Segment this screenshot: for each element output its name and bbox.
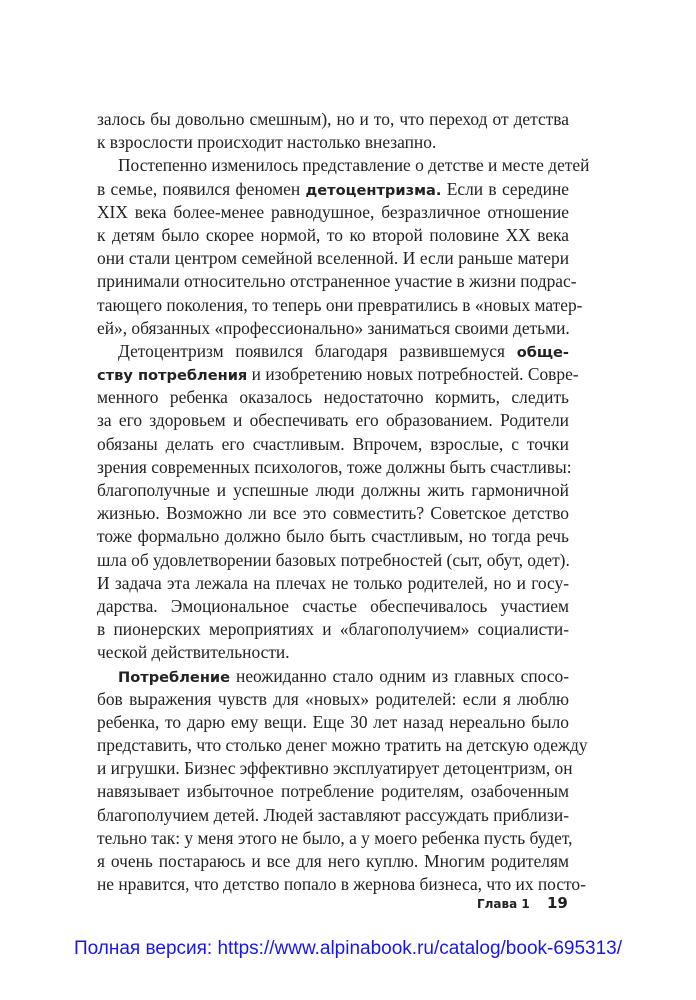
text-line: к взрослости происходит настолько внезапно. bbox=[97, 132, 437, 153]
bold-term: ству потребления bbox=[97, 367, 248, 385]
text-line: залось бы довольно смешным), но и то, что переход от детства bbox=[97, 109, 569, 129]
text-segment: Детоцентризм появился благодаря развившемуся bbox=[118, 340, 517, 361]
text-line: принимали относительно отстраненное участие в жизни подрас- bbox=[97, 271, 577, 292]
text-line: обязаны делать его счастливым. Впрочем, взрослые, с точки bbox=[97, 433, 569, 454]
text-line: XIX века более-менее равнодушное, безразличное отношение bbox=[97, 201, 569, 222]
text-line: благополучные и успешные люди должны жить гармоничной bbox=[97, 480, 569, 500]
text-line: менного ребенка оказалось недостаточно кормить, следить bbox=[97, 387, 569, 408]
text-line: за его здоровьем и обеспечивать его образованием. Родители bbox=[97, 410, 569, 431]
text-line: навязывает избыточное потребление родителям, озабоченным bbox=[97, 781, 569, 802]
text-line bbox=[97, 363, 579, 386]
text-segment: в семье, появился феномен bbox=[97, 178, 306, 199]
text-line: я очень постараюсь и все для него куплю. Многим родителям bbox=[97, 851, 569, 871]
text-line: шла об удовлетворении базовых потребностей (сыт, обут, одет). bbox=[97, 549, 570, 570]
text-line: жизнью. Возможно ли все это совместить? Советское детство bbox=[97, 503, 569, 524]
text-segment: Если в середине bbox=[441, 178, 569, 199]
running-footer-chapter: Глава 1 bbox=[477, 897, 530, 911]
text-line: ческой действительности. bbox=[97, 642, 290, 663]
text-line: дарства. Эмоциональное счастье обеспечивалось участием bbox=[97, 595, 569, 616]
text-line: тельно так: у меня этого не было, а у моего ребенка пусть будет, bbox=[97, 827, 573, 848]
text-line: ей», обязанных «профессионально» заниматься своими детьми. bbox=[97, 317, 570, 338]
bold-term: детоцентризма. bbox=[305, 181, 442, 199]
text-line bbox=[97, 665, 569, 688]
text-line: к детям было скорее нормой, то ко второй половине XX века bbox=[97, 224, 569, 245]
text-line: тоже формально должно было быть счастливым, но тогда речь bbox=[97, 526, 569, 547]
text-line: ребенка, то дарю ему вещи. Еще 30 лет назад нереально было bbox=[97, 711, 569, 732]
text-segment: неожиданно стало одним из главных спосо- bbox=[230, 665, 569, 686]
text-line: они стали центром семейной вселенной. И если раньше матери bbox=[97, 248, 569, 269]
text-segment: и изобретению новых потребностей. Совре- bbox=[247, 364, 579, 385]
text-line: бов выражения чувств для «новых» родителей: если я люблю bbox=[97, 688, 569, 709]
page-text bbox=[97, 108, 590, 896]
bold-term: обще- bbox=[516, 343, 569, 361]
text-line: благополучием детей. Людей заставляют рассуждать приблизи- bbox=[97, 804, 569, 825]
text-line bbox=[97, 340, 569, 363]
full-version-link[interactable]: Полная версия: https://www.alpinabook.ru/catalog/book-695313/ bbox=[73, 938, 623, 959]
text-line: не нравится, что детство попало в жернова бизнеса, что их посто- bbox=[97, 874, 586, 895]
text-line: И задача эта лежала на плечах не только родителей, но и госу- bbox=[97, 572, 569, 593]
text-line: в пионерских мероприятиях и «благополучием» социалисти- bbox=[97, 619, 569, 640]
text-line: Постепенно изменилось представление о детстве и месте детей bbox=[118, 155, 590, 176]
bold-term: Потребление bbox=[118, 668, 231, 686]
page-number: 19 bbox=[547, 894, 568, 912]
text-line: тающего поколения, то теперь они превратились в «новых матер- bbox=[97, 294, 583, 315]
text-line: зрения современных психологов, тоже должны быть счастливы: bbox=[97, 456, 572, 477]
text-line bbox=[97, 178, 569, 201]
text-line: и игрушки. Бизнес эффективно эксплуатирует детоцентризм, он bbox=[97, 758, 573, 779]
text-line: представить, что столько денег можно тратить на детскую одежду bbox=[97, 735, 588, 756]
